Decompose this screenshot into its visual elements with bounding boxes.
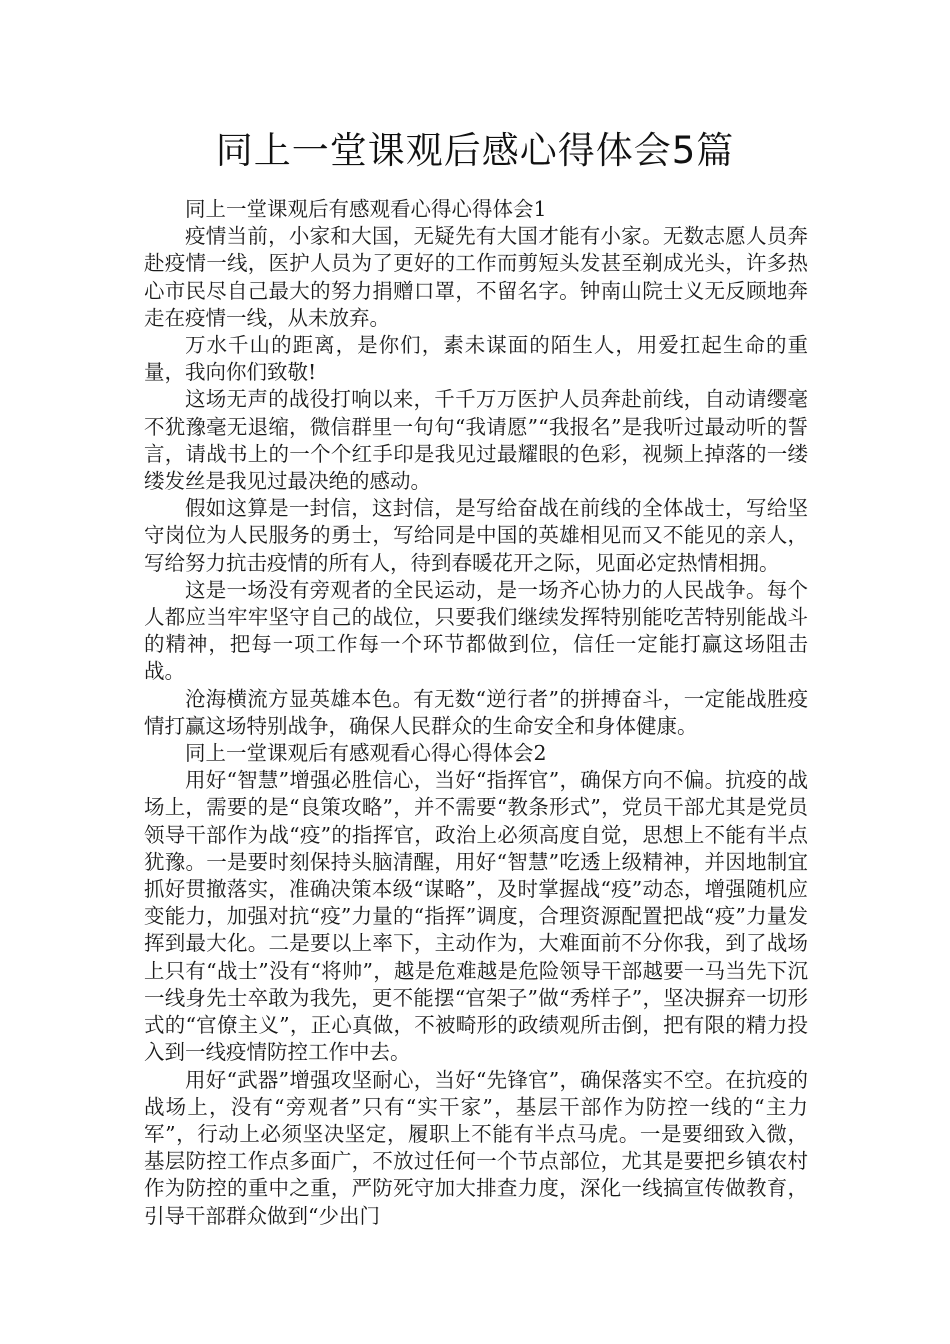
paragraph: 沧海横流方显英雄本色。有无数“逆行者”的拼搏奋斗，一定能战胜疫情打赢这场特别战争，确保人民群众的生命安全和身体健康。: [144, 686, 808, 738]
document-title: 同上一堂课观后感心得体会5篇: [215, 129, 735, 172]
section-heading-2: 同上一堂课观后有感观看心得心得体会2: [185, 741, 547, 766]
paragraph: 这场无声的战役打响以来，千千万万医护人员奔赴前线，自动请缨毫不犹豫毫无退缩，微信群里一句句“我请愿”“我报名”是我听过最动听的誓言，请战书上的一个个红手印是我见过最耀眼的色彩，视频上掉落的一缕缕发丝是我见过最决绝的感动。: [144, 387, 808, 494]
section-heading-1: 同上一堂课观后有感观看心得心得体会1: [185, 197, 547, 221]
paragraph: 这是一场没有旁观者的全民运动，是一场齐心协力的人民战争。每个人都应当牢牢坚守自己的战位，只要我们继续发挥特别能吃苦特别能战斗的精神，把每一项工作每一个环节都做到位，信任一定能打赢这场阻击战。: [144, 577, 808, 684]
paragraph: 用好“武器”增强攻坚耐心，当好“先锋官”，确保落实不空。在抗疫的战场上，没有“旁观者”只有“实干家”，基层干部作为防控一线的“主力军”，行动上必须坚决坚定，履职上不能有半点马虎。一是要细致入微，基层防控工作点多面广，不放过任何一个节点部位，尤其是要把乡镇农村作为防控的重中之重，严防死守加大排查力度，深化一线搞宣传做教育，引导干部群众做到“少出门: [144, 1067, 808, 1228]
document-body: [144, 196, 808, 1230]
paragraph: 假如这算是一封信，这封信，是写给奋战在前线的全体战士，写给坚守岗位为人民服务的勇士，写给同是中国的英雄相见而又不能见的亲人，写给努力抗击疫情的所有人，待到春暖花开之际，见面必定热情相拥。: [144, 496, 808, 575]
paragraph: 用好“智慧”增强必胜信心，当好“指挥官”，确保方向不偏。抗疫的战场上，需要的是“良策攻略”，并不需要“教条形式”，党员干部尤其是党员领导干部作为战“疫”的指挥官，政治上必须高度自觉，思想上不能有半点犹豫。一是要时刻保持头脑清醒，用好“智慧”吃透上级精神，并因地制宜抓好贯撤落实，准确决策本级“谋略”，及时掌握战“疫”动态，增强随机应变能力，加强对抗“疫”力量的“指挥”调度，合理资源配置把战“疫”力量发挥到最大化。二是要以上率下，主动作为，大难面前不分你我，到了战场上只有“战士”没有“将帅”，越是危难越是危险领导干部越要一马当先下沉一线身先士卒敢为我先，更不能摆“官架子”做“秀样子”，坚决摒弃一切形式的“官僚主义”，正心真做，不被畸形的政绩观所击倒，把有限的精力投入到一线疫情防控工作中去。: [144, 768, 808, 1065]
paragraph: 万水千山的距离，是你们，素未谋面的陌生人，用爱扛起生命的重量，我向你们致敬!: [144, 333, 808, 385]
paragraph: 疫情当前，小家和大国，无疑先有大国才能有小家。无数志愿人员奔赴疫情一线，医护人员为了更好的工作而剪短头发甚至剃成光头，许多热心市民尽自己最大的努力捐赠口罩，不留名字。钟南山院士义无反顾地奔走在疫情一线，从未放弃。: [144, 224, 808, 330]
